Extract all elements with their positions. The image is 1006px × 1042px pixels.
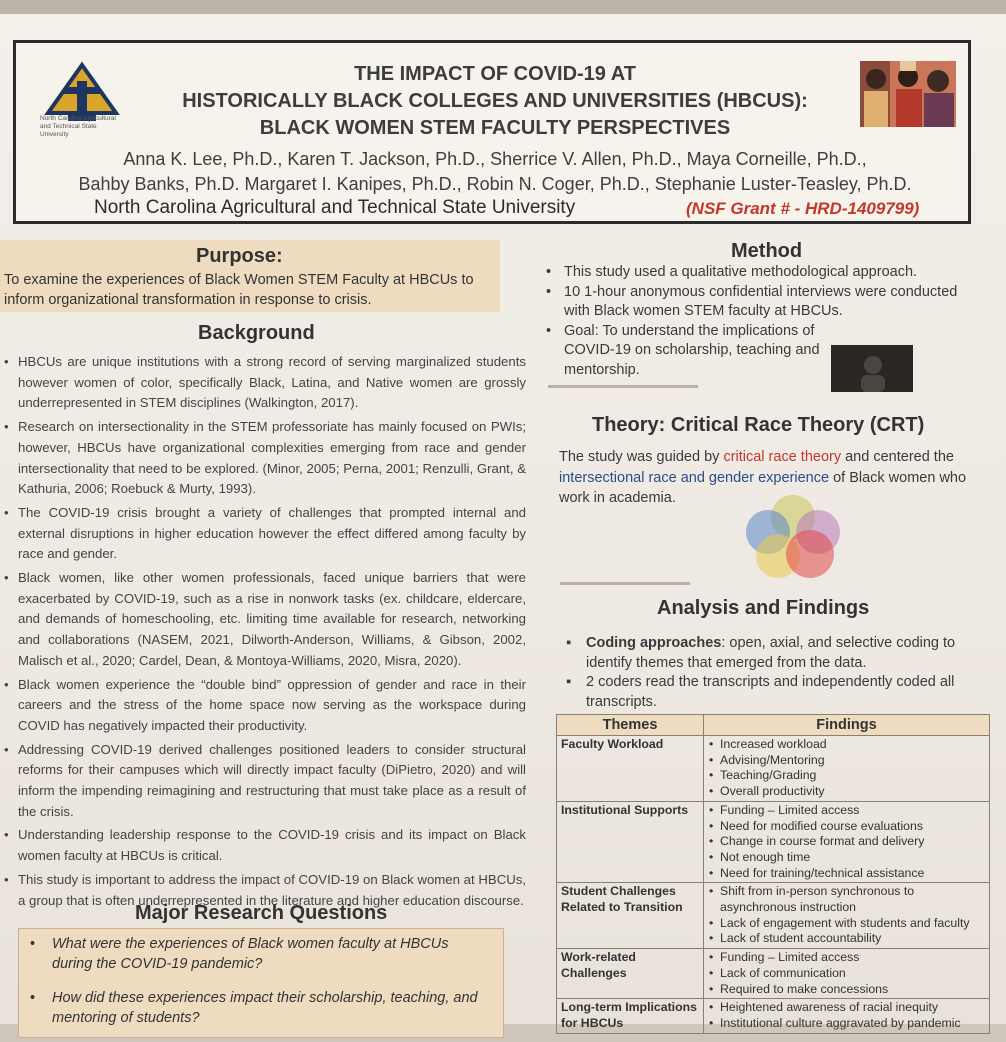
theory-text: The study was guided by critical race theory and centered the intersectional race and gender experience of Black women who work in academia. <box>559 449 967 506</box>
poster-header <box>13 40 971 224</box>
theme-cell: Student Challenges Related to Transition <box>557 883 704 949</box>
university-name: North Carolina Agricultural and Technical State University <box>94 197 576 218</box>
table-header-themes: Themes <box>557 715 704 736</box>
table-row <box>557 949 990 999</box>
purpose-text: To examine the experiences of Black Women STEM Faculty at HBCUs to inform organizational transformation in response to crisis. <box>4 272 474 308</box>
person-silhouette-icon <box>831 345 913 392</box>
image-credit-link <box>560 582 690 585</box>
purpose-heading: Purpose: <box>196 245 283 267</box>
analysis-item: ▪ Coding approaches: open, axial, and selective coding to identify themes that emerged from the data. <box>560 634 980 673</box>
research-question: • What were the experiences of Black women faculty at HBCUs during the COVID-19 pandemic? <box>22 934 492 974</box>
theme-cell: Long-term Implications for HBCUs <box>557 999 704 1033</box>
method-item: • Goal: To understand the implications of COVID-19 on scholarship, teaching and mentorship. <box>546 322 832 381</box>
grant-number: (NSF Grant # - HRD-1409799) <box>686 199 920 218</box>
theme-cell: Work-related Challenges <box>557 949 704 999</box>
method-item: • 10 1-hour anonymous confidential interviews were conducted with Black women STEM faculty at HBCUs. <box>546 283 966 322</box>
findings-cell: • Heightened awareness of racial inequity • Institutional culture aggravated by pandemic <box>704 999 990 1033</box>
theme-cell: Faculty Workload <box>557 736 704 802</box>
research-question: • How did these experiences impact their scholarship, teaching, and mentoring of students? <box>22 988 492 1028</box>
analysis-list <box>560 634 980 712</box>
authors: Anna K. Lee, Ph.D., Karen T. Jackson, Ph.D., Sherrice V. Allen, Ph.D., Maya Corneille, Ph.D., Bahby Banks, Ph.D. Margaret I. Kanipes, Ph.D., Robin N. Coger, Ph.D., Stephanie Luster-Teasley, Ph.D. <box>78 149 912 194</box>
findings-cell: • Increased workload • Advising/Mentoring • Teaching/Grading • Overall productivity <box>704 736 990 802</box>
background-item: • Addressing COVID-19 derived challenges positioned leaders to consider structural reforms for their campuses which will directly impact faculty (DiPietro, 2020) and will inform the impending reimagining and restructuring that must take place as a result of the crisis. <box>4 740 526 823</box>
analysis-item: ▪ 2 coders read the transcripts and independently coded all transcripts. <box>560 673 980 712</box>
table-header-findings: Findings <box>704 715 990 736</box>
research-questions-list <box>22 934 492 1042</box>
image-credit-link <box>548 385 698 388</box>
background-item: • Black women experience the “double bind” oppression of gender and race in their careers and the stress of the home space now serving as the workspace during COVID has negatively impacted their productivity. <box>4 675 526 737</box>
background-item: • The COVID-19 crisis brought a variety of challenges that prompted internal and external disruptions in higher education however the effect differed among faculty by race and gender. <box>4 503 526 565</box>
table-row <box>557 801 990 883</box>
background-item: • Black women, like other women professionals, faced unique barriers that were exacerbated by COVID-19, such as a rise in nonwork tasks (ex. childcare, eldercare, and demands of homeschooling, etc. limiting time available for research, networking and collaborations (NASEM, 2021, Dilworth-Anderson, Williams, & Gibson, 2002, Malisch et al., 2020; Cardel, Dean, & Montoya-Williams, 2020, Misra, 2020). <box>4 568 526 672</box>
findings-cell: • Funding – Limited access • Lack of communication • Required to make concessions <box>704 949 990 999</box>
poster-title: THE IMPACT OF COVID-19 AT HISTORICALLY BLACK COLLEGES AND UNIVERSITIES (HBCUS): BLACK WOMEN STEM FACULTY PERSPECTIVES <box>182 63 808 139</box>
method-heading: Method <box>731 240 803 262</box>
method-item: • This study used a qualitative methodological approach. <box>546 263 966 283</box>
background-item: • Understanding leadership response to the COVID-19 crisis and its impact on Black women faculty at HBCUs is critical. <box>4 825 526 866</box>
table-row <box>557 883 990 949</box>
logo-caption: North Carolina Agricultural and Technical State University <box>40 115 116 138</box>
theme-cell: Institutional Supports <box>557 801 704 883</box>
table-row <box>557 736 990 802</box>
analysis-heading: Analysis and Findings <box>657 597 870 619</box>
background-item: • Research on intersectionality in the STEM professoriate has mainly focused on PWIs; however, HBCUs have organizational complexities emerging from race and gender intersectionality that need to be explored. (Minor, 2005; Perna, 2001; Renzulli, Grant, & Kathuria, 2006; Roebuck & Murty, 1993). <box>4 417 526 500</box>
research-questions-heading: Major Research Questions <box>135 902 388 924</box>
findings-cell: • Shift from in-person synchronous to asynchronous instruction • Lack of engagement with students and faculty • Lack of student accountability <box>704 883 990 949</box>
intersectionality-venn-icon <box>740 492 846 582</box>
background-item: • HBCUs are unique institutions with a strong record of serving marginalized students however women of color, specifically Black, Latina, and Native women are grossly underrepresented in STEM disciplines (Walkington, 2017). <box>4 352 526 414</box>
table-row <box>557 999 990 1033</box>
wall-strip <box>0 0 1006 14</box>
background-list <box>4 352 526 911</box>
background-heading: Background <box>198 322 315 344</box>
theory-heading: Theory: Critical Race Theory (CRT) <box>592 414 925 436</box>
themes-findings-table <box>556 714 990 1034</box>
interview-video-thumbnail <box>831 345 913 392</box>
women-illustration-icon <box>860 61 956 127</box>
background-item: • This study is important to address the impact of COVID-19 on Black women at HBCUs, a group that is often underrepresented in the literature and higher education discourse. <box>4 870 526 911</box>
findings-cell: • Funding – Limited access • Need for modified course evaluations • Change in course format and delivery • Not enough time • Need for training/technical assistance <box>704 801 990 883</box>
